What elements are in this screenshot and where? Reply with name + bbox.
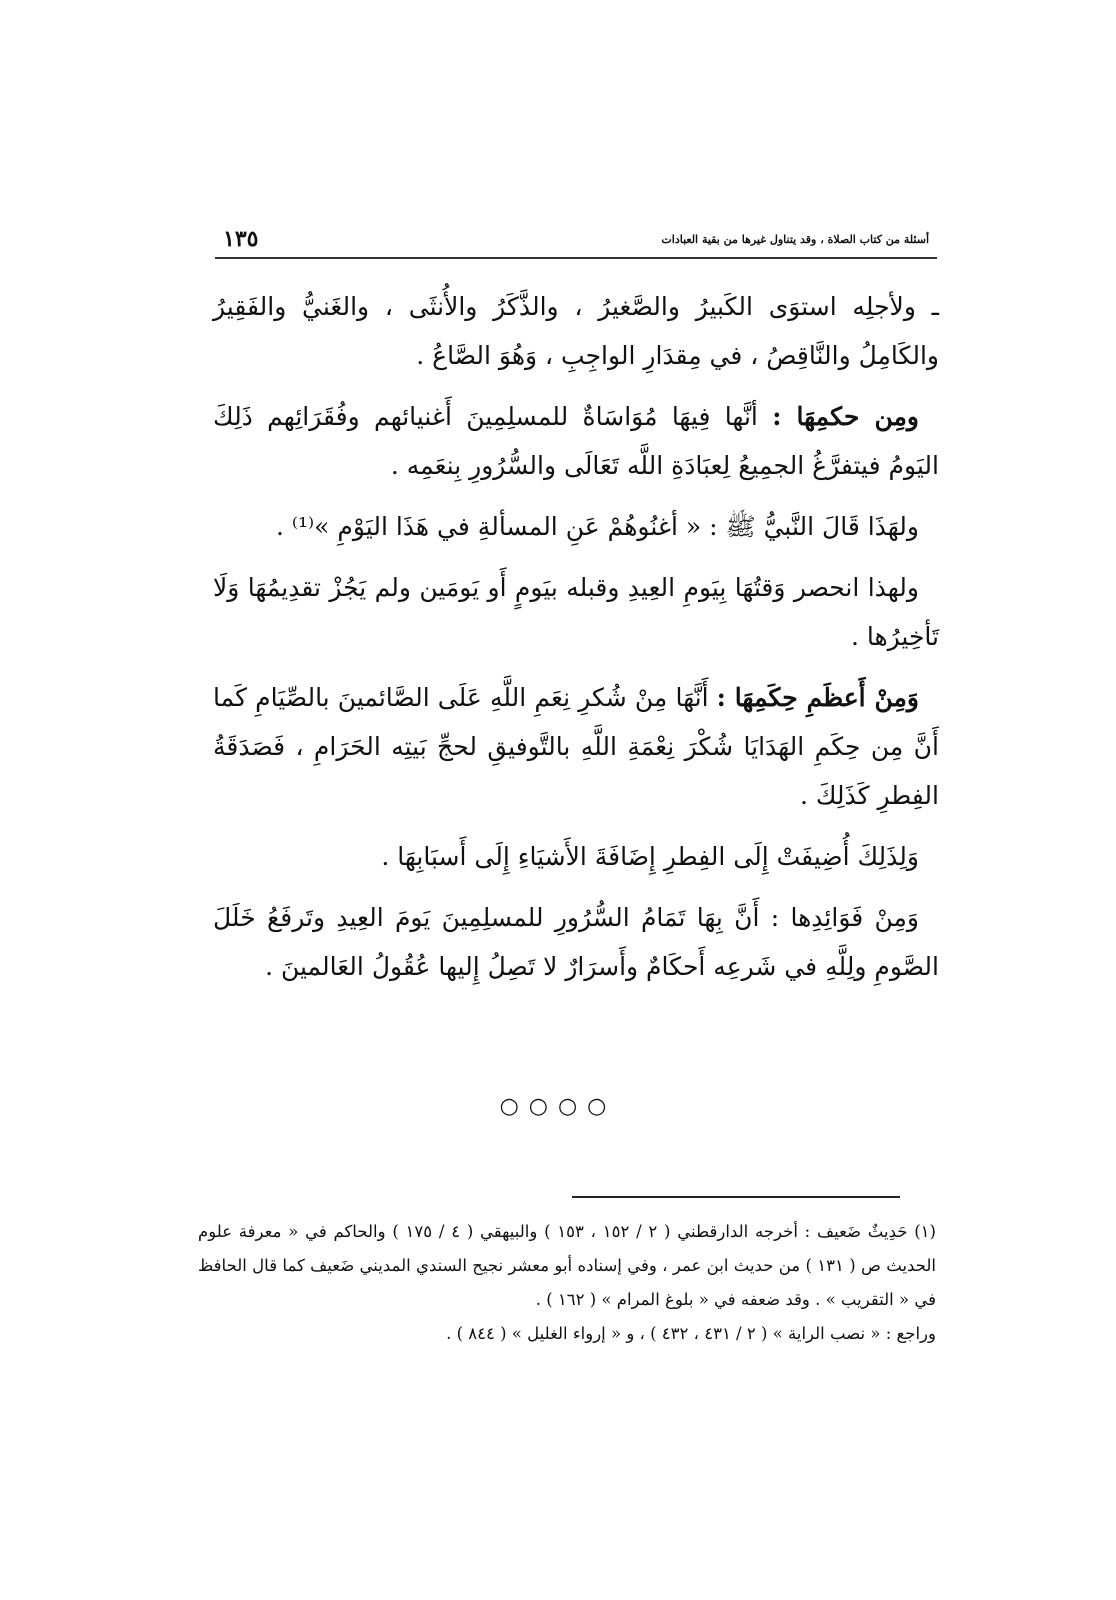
paragraph-1: ـ ولأجلِه استوَى الكَبيرُ والصَّغيرُ ، والذَّكَرُ والأُنثَى ، والغَنيُّ والفَقِيرُ والكَامِلُ والنَّاقِصُ ، في مِقدَارِ الواجِبِ ، وَهُوَ الصَّاعُ .	[213, 292, 939, 370]
paragraph-2-text: أنَّها فِيهَا مُوَاسَاةٌ للمسلِمِينَ أَغنيائهم وفُقَرَائِهم ذَلِكَ اليَومُ فيتفرَّغُ الجمِيعُ لِعبَادَةِ اللَّه تَعَالَى والسُّرُورِ بِنعَمِه .	[213, 402, 939, 480]
footnote-1: (١) حَدِيثٌ ضَعيف : أخرجه الدارقطني ( ٢ / ١٥٢ ، ١٥٣ ) والبيهقي ( ٤ / ١٧٥ ) والحاكم في « معرفة علوم الحديث ص ( ١٣١ ) من حديث ابن عمر ، وفي إسناده أبو معشر نجيح السندي المديني ضَعيف كما قال الحافظ في « التقريب » . وقد ضعفه في « بلوغ المرام » ( ١٦٢ ) .	[198, 1222, 936, 1309]
section-separator: ○○○○	[499, 1094, 617, 1119]
paragraph-5-text: أَنَّهَا مِنْ شُكرِ نِعَمِ اللَّهِ عَلَى الصَّائمينَ بالصِّيَامِ كَما أَنَّ مِن حِكَمِ الهَدَايَا شُكْرَ نِعْمَةِ اللَّهِ بالتَّوفيقِ لحجِّ بَيتِه الحَرَامِ ، فَصَدَقَةُ الفِطرِ كَذَلِكَ .	[213, 683, 939, 810]
main-text	[213, 282, 939, 1003]
footnote-rule	[572, 1196, 900, 1198]
paragraph-5	[213, 673, 939, 820]
page-number: ١٣٥	[223, 226, 259, 252]
paragraph-4: ولهذا انحصر وَقتُهَا بِيَومِ العِيدِ وقبله بيَومٍ أَو يَومَين ولم يَجُزْ تقدِيمُهَا وَلَا تَأخِيرُها .	[213, 573, 939, 651]
paragraph-6: وَلِذَلِكَ أُضِيفَتْ إِلَى الفِطرِ إِضَافَةَ الأَشيَاءِ إِلَى أَسبَابِهَا .	[381, 842, 919, 871]
paragraph-7: وَمِنْ فَوَائِدِها : أَنَّ بِهَا تَمَامُ السُّرُورِ للمسلِمِينَ يَومَ العِيدِ وتَرفَعُ خَلَلَ الصَّومِ ولِلَّهِ في شَرعِه أَحكَامٌ وأَسرَارٌ لا تَصِلُ إِليها عُقُولُ العَالمينَ .	[213, 903, 939, 981]
footnote-1-continued: وراجع : « نصب الراية » ( ٢ / ٤٣١ ، ٤٣٢ ) ، و « إرواء الغليل » ( ٨٤٤ ) .	[446, 1324, 936, 1343]
running-head: أسئلة من كتاب الصلاة ، وقد يتناول غيرها من بقية العبادات	[661, 233, 929, 246]
paragraph-2	[213, 392, 939, 490]
paragraph-2-lead: ومِن حكمِهَا :	[772, 402, 919, 431]
paragraph-3: ولهَذَا قَالَ النَّبيُّ ﷺ : « أغنُوهُمْ عَنِ المسألةِ في هَذَا اليَوْمِ »⁽¹⁾ .	[275, 512, 919, 541]
page-header	[215, 225, 937, 259]
paragraph-5-lead: وَمِنْ أَعظَمِ حِكَمِهَا :	[716, 683, 919, 712]
footnotes	[198, 1215, 936, 1351]
